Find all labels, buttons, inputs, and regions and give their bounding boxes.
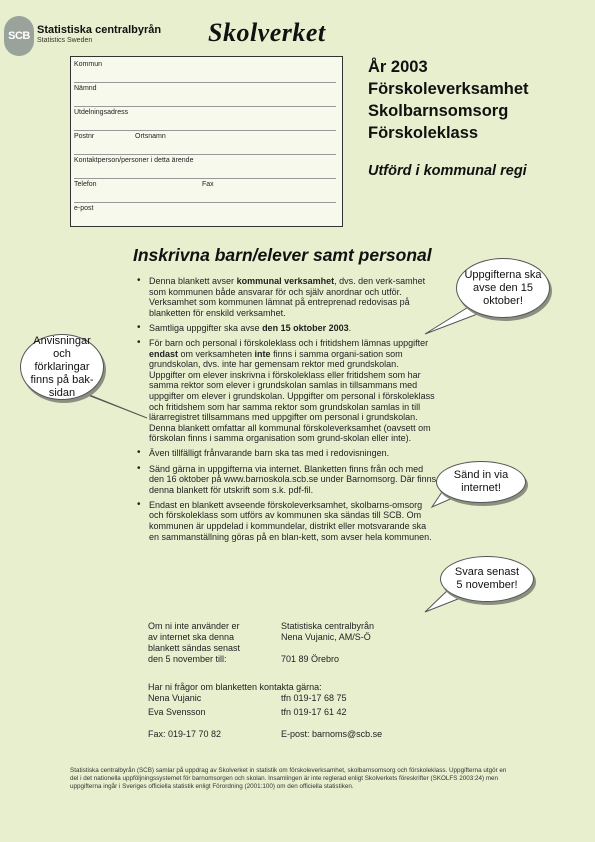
field-kommun[interactable]: Kommun	[74, 61, 103, 68]
list-item: • Denna blankett avser kommunal verksamhet, dvs. den verk-samhet som kommunen både ansvarar för och själv anordnar och utför. Verksamhet som kommunen lämnat på entreprenad redovisas på blanketten för enskild verksamhet.	[137, 276, 437, 318]
list-item: • Samtliga uppgifter ska avse den 15 oktober 2003.	[137, 323, 437, 334]
list-item: • För barn och personal i förskoleklass och i fritidshem lämnas uppgifter endast om verksamheten inte finns i samma organi-sation som grundskolan, dvs. inte har gemensam rektor med grundskolan. Uppgifter om elever inskrivna i förskoleklass eller fritidshem som har samma rektor som elever i grundskolan samlas in tillsammans med uppgifter om elever i grundskolan. Uppgifter om personal i förskoleklass och fritidshem som har samma rektor som grundskolan samlas in till lärarregistret tillsammans med uppgifter om personal i grundskolan. Denna blankett omfattar all kommunal förskoleverksamhet (oavsett om förskolan finns i samma organisation som grund-skolan eller inte).	[137, 338, 437, 444]
footer-text: Statistiska centralbyrån (SCB) samlar på uppdrag av Skolverket in statistik om förskoleverksamhet, skolbarnsomsorg och förskoleklass. Uppgifterna utgör en del i det nationella uppföljningssystemet för barnomsorgen och skolan. Insamlingen är inte reglerad enligt Skolverkets föreskrifter (SKOLFS 2003:24) men uppgifterna ingår i Sveriges officiella statistik enligt Förordning (2001:100) om den officiella statistiken.	[70, 767, 507, 790]
mailing-address: Statistiska centralbyrån Nena Vujanic, AM/S-Ö 701 89 Örebro	[281, 621, 375, 664]
deadline-bubble: Uppgifterna ska avse den 15 oktober!	[456, 258, 550, 318]
contact-name-1: Nena Vujanic	[148, 693, 202, 703]
contact-tel-1: tfn 019-17 68 75	[281, 693, 347, 703]
contact-email[interactable]: E-post: barnoms@scb.se	[281, 729, 383, 739]
title-year: År 2003	[368, 58, 428, 76]
field-ortsnamn[interactable]: Ortsnamn	[135, 133, 166, 140]
field-epost[interactable]: e-post	[74, 205, 94, 212]
list-item: • Sänd gärna in uppgifterna via internet. Blanketten finns från och med den 16 oktober på www.barnoskola.scb.se under Barnomsorg. Där finns denna blankett för utskrift som s.k. pdf-fil.	[137, 464, 437, 496]
reply-deadline-bubble: Svara senast 5 november!	[440, 556, 534, 602]
field-utdelningsadress[interactable]: Utdelningsadress	[74, 109, 129, 116]
scb-logo: SCB	[4, 16, 34, 56]
contact-fax: Fax: 019-17 70 82	[148, 729, 222, 739]
instructions-bubble: Anvisningar och förklaringar finns på bak-sidan	[20, 334, 104, 400]
field-fax[interactable]: Fax	[202, 181, 214, 188]
scb-name: Statistiska centralbyrån	[37, 24, 162, 36]
field-kontaktperson[interactable]: Kontaktperson/personer i detta ärende	[74, 157, 194, 164]
field-telefon[interactable]: Telefon	[74, 181, 97, 188]
contact-intro: Har ni frågor om blanketten kontakta gärna:	[148, 682, 322, 692]
skolverket-logo: Skolverket	[208, 18, 326, 47]
main-heading: Inskrivna barn/elever samt personal	[133, 245, 432, 265]
title-line4: Förskoleklass	[368, 124, 479, 142]
mailing-instructions: Om ni inte använder er av internet ska denna blankett sändas senast den 5 november till:	[148, 621, 241, 664]
title-line3: Skolbarnsomsorg	[368, 102, 509, 120]
contact-tel-2: tfn 019-17 61 42	[281, 707, 347, 717]
field-postnr[interactable]: Postnr	[74, 133, 95, 140]
contact-name-2: Eva Svensson	[148, 707, 206, 717]
form-subtitle: Utförd i kommunal regi	[368, 163, 527, 179]
title-line2: Förskoleverksamhet	[368, 80, 529, 98]
scb-subtitle: Statistics Sweden	[37, 37, 93, 44]
list-item: • Endast en blankett avseende förskoleverksamhet, skolbarns-omsorg och förskoleklass som utförs av kommunen ska sändas till SCB. Om kommunen är uppdelad i kommundelar, distrikt eller motsvarande ska en sammanställning göras på en blan-kett, som avser hela kommunen.	[137, 500, 437, 542]
list-item: • Även tillfälligt frånvarande barn ska tas med i redovisningen.	[137, 448, 437, 459]
field-namnd[interactable]: Nämnd	[74, 85, 97, 92]
internet-bubble: Sänd in via internet!	[436, 461, 526, 503]
